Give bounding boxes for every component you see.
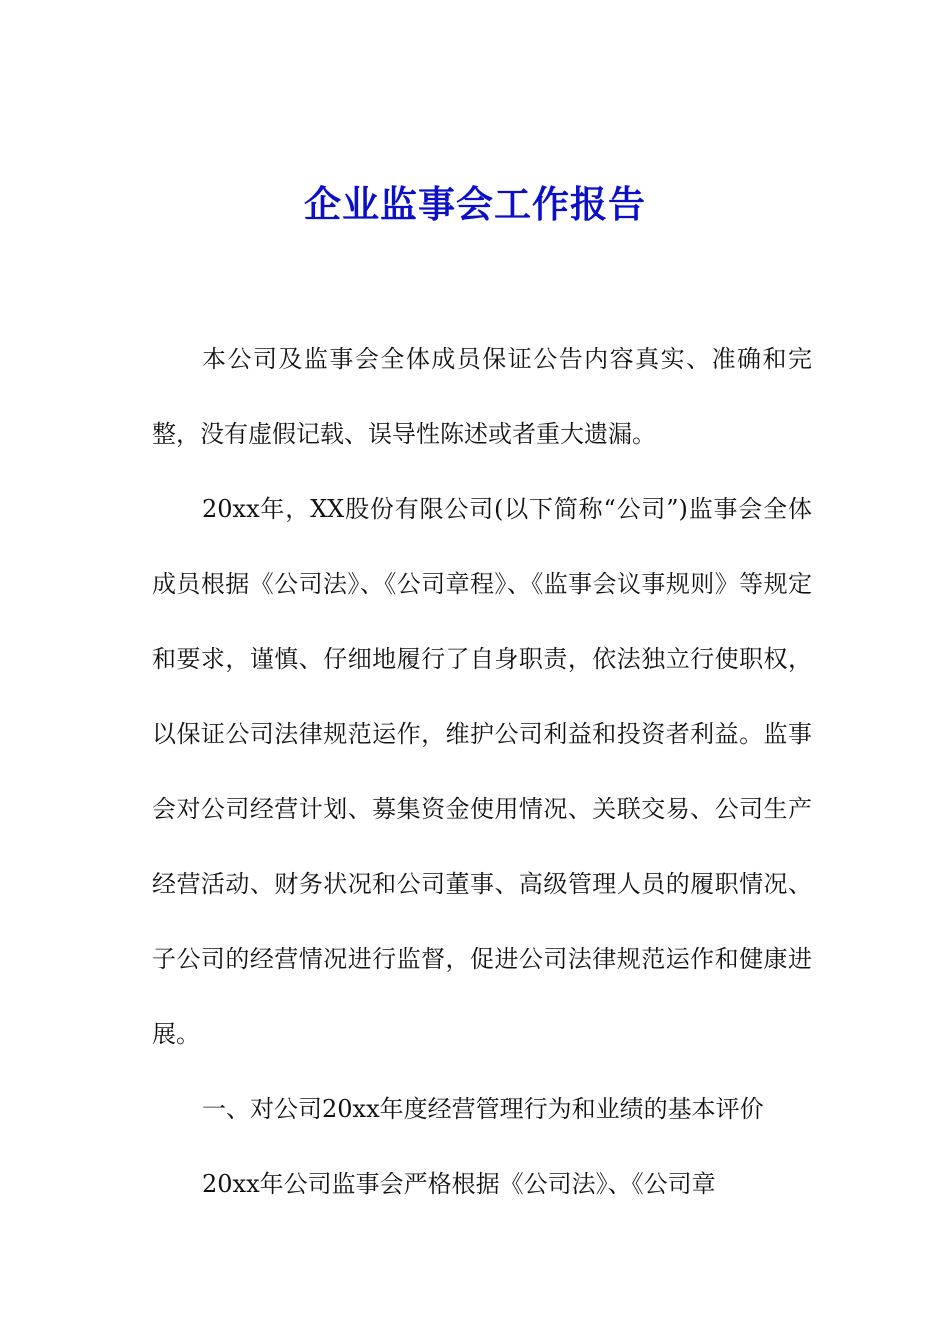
document-body: [152, 322, 812, 1222]
document-title: 企业监事会工作报告: [304, 182, 646, 226]
paragraph-evaluation-start: 20xx年公司监事会严格根据《公司法》、《公司章: [202, 1170, 716, 1198]
section-heading-evaluation: 一、对公司20xx年度经营管理行为和业绩的基本评价: [202, 1095, 764, 1123]
paragraph-overview: 20xx年，XX股份有限公司(以下简称“公司”)监事会全体成员根据《公司法》、《公司章程》、《监事会议事规则》等规定和要求，谨慎、仔细地履行了自身职责，依法独立行使职权，以保证公司法律规范运作，维护公司利益和投资者利益。监事会对公司经营计划、募集资金使用情况、关联交易、公司生产经营活动、财务状况和公司董事、高级管理人员的履职情况、子公司的经营情况进行监督，促进公司法律规范运作和健康进展。: [152, 495, 812, 1048]
paragraph-guarantee: 本公司及监事会全体成员保证公告内容真实、准确和完整，没有虚假记载、误导性陈述或者重大遗漏。: [152, 345, 812, 448]
